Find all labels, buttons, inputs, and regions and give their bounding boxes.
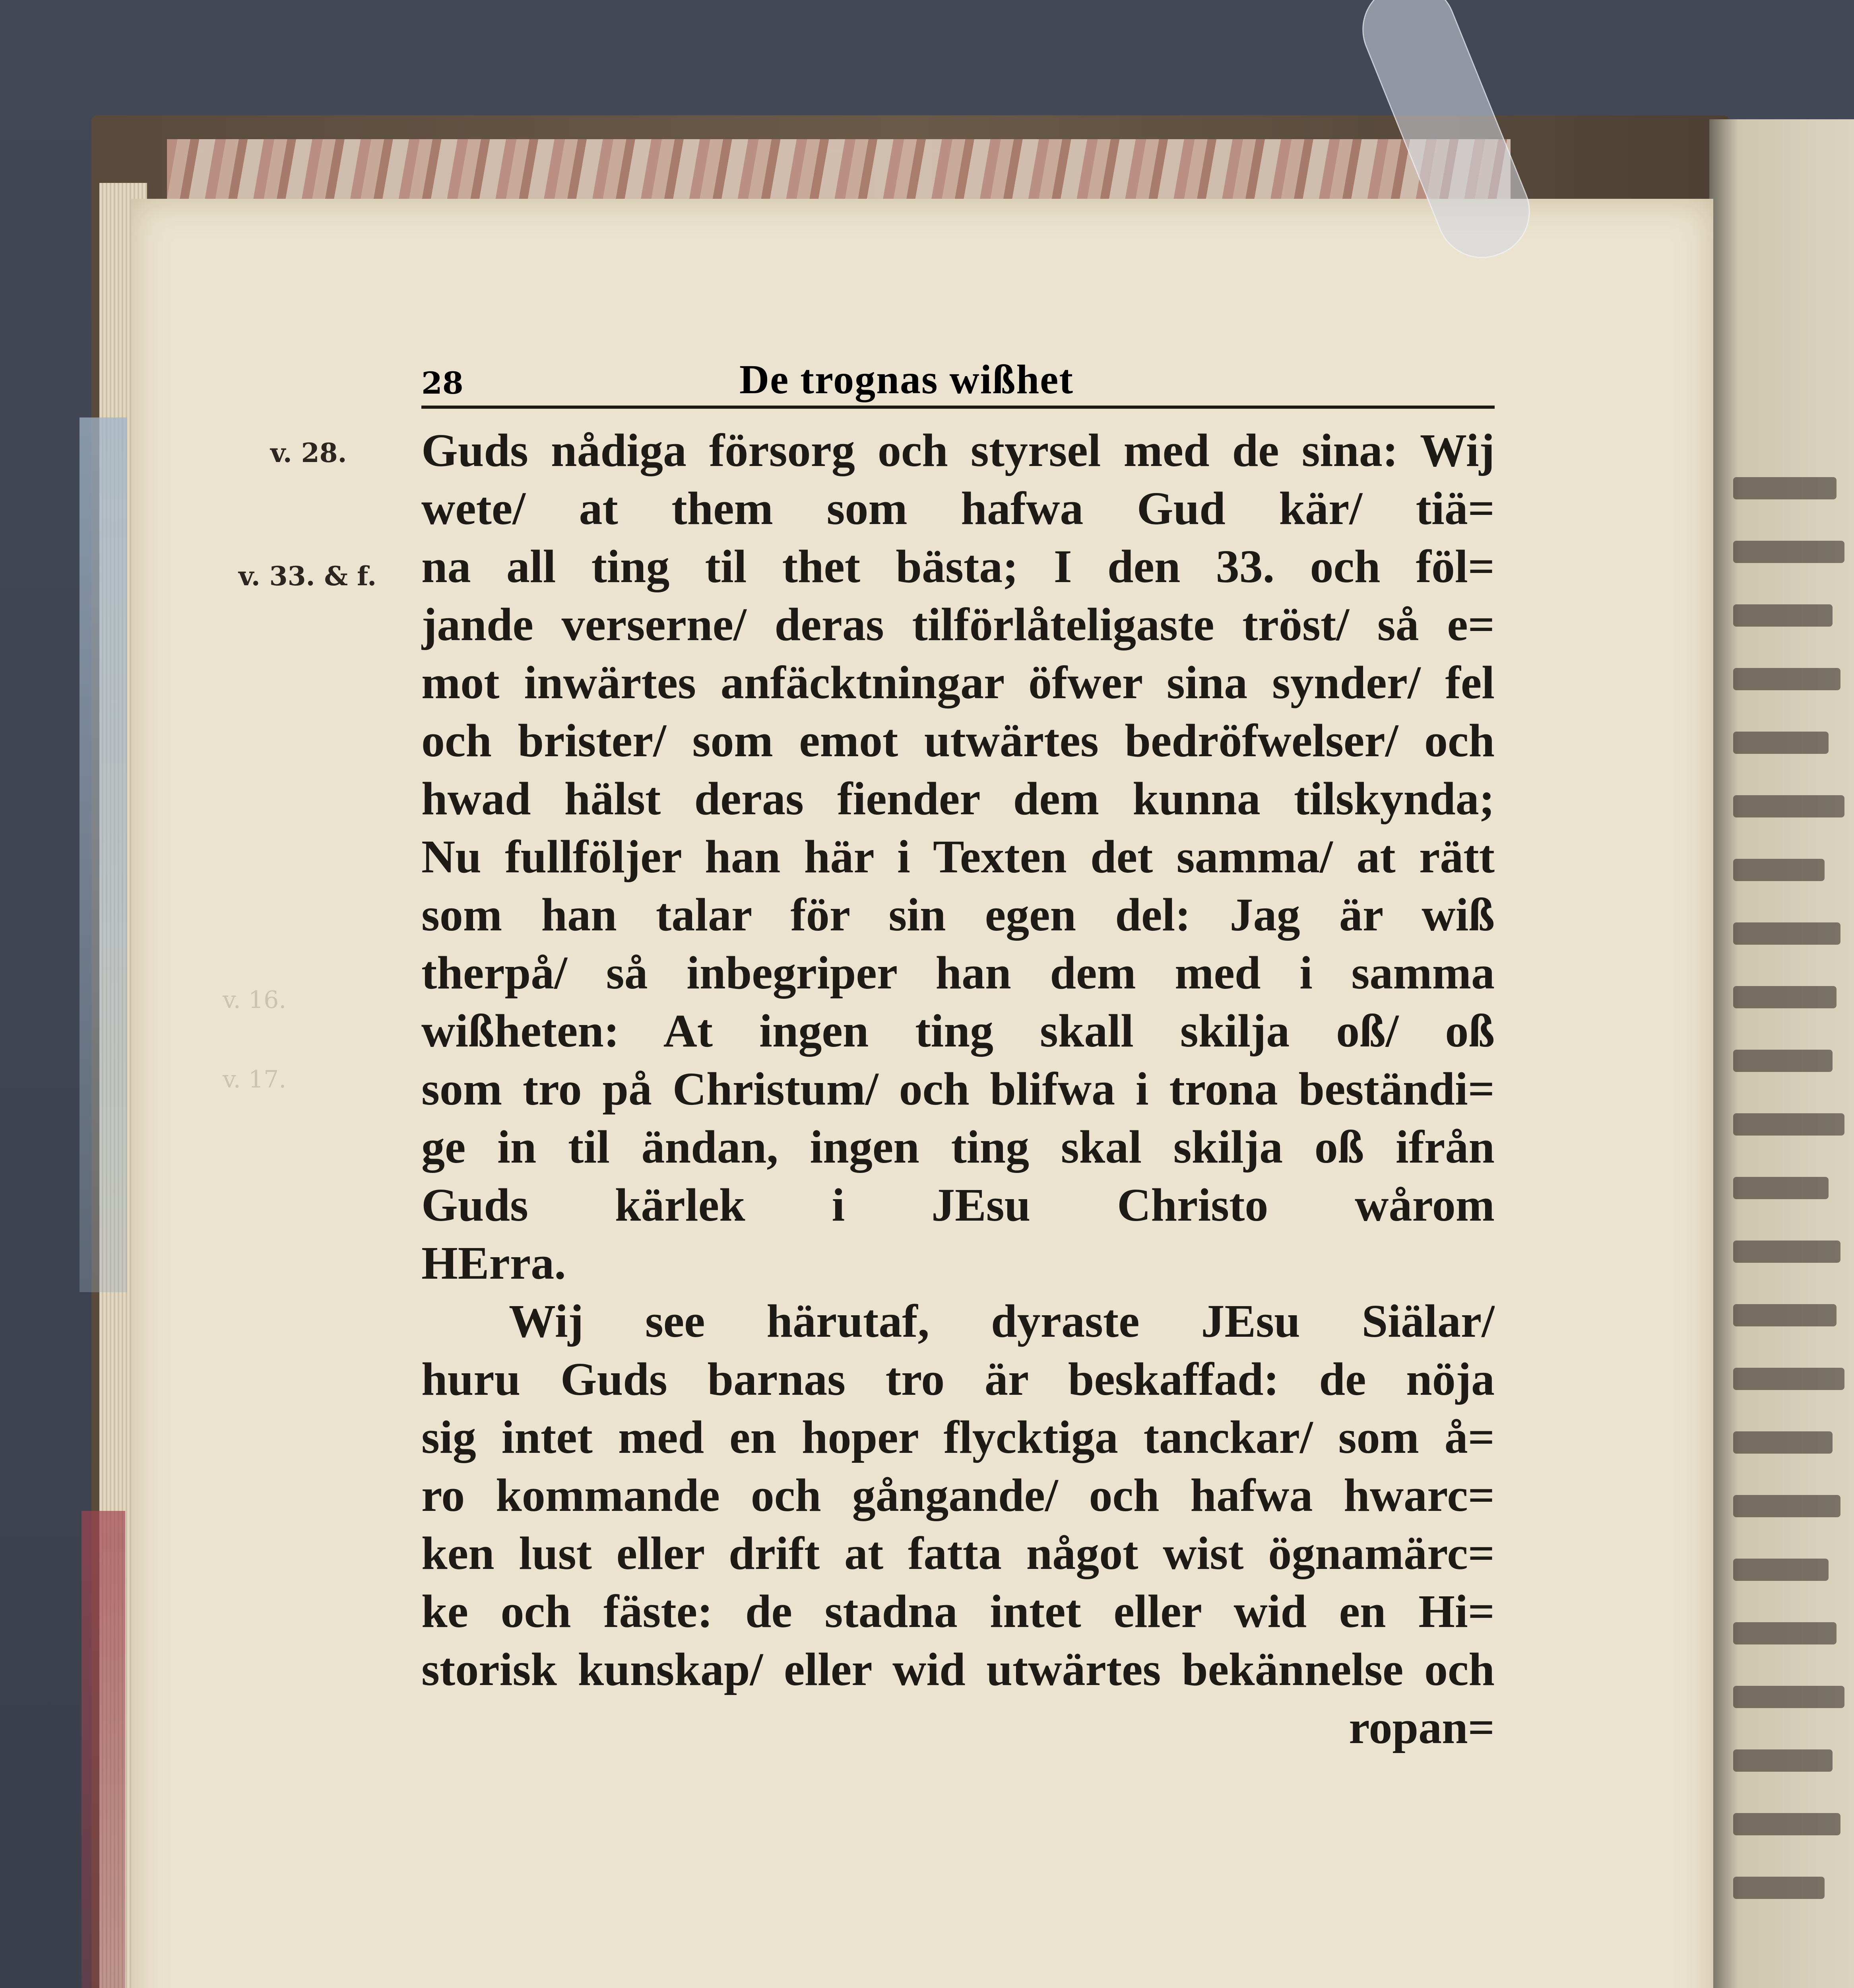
text-line: na all ting til thet bästa; I den 33. och föl= (421, 540, 1495, 592)
text-line: Wij see härutaf, dyraste JEsu Siälar/ (509, 1295, 1495, 1347)
text-line: jande verserne/ deras tilförlåteligaste tröst/ så e= (421, 598, 1495, 650)
text-line: Nu fullföljer han här i Texten det samma/ at rätt (421, 831, 1495, 883)
text-line: som tro på Christum/ och blifwa i trona beständi= (421, 1063, 1495, 1115)
text-line: Guds kärlek i JEsu Christo wårom (421, 1179, 1495, 1231)
text-line: och brister/ som emot utwärtes bedröfwelser/ och (421, 714, 1495, 767)
facing-page (1709, 119, 1854, 1988)
text-line: wete/ at them som hafwa Gud kär/ tiä= (421, 482, 1495, 534)
text-line: therpå/ så inbegriper han dem med i samma (421, 947, 1495, 999)
text-line: sig intet med en hoper flycktiga tanckar/ som å= (421, 1411, 1495, 1463)
text-line: hwad hälst deras fiender dem kunna tilskynda; (421, 773, 1495, 825)
marbled-endpaper (167, 139, 1511, 203)
running-head: De trognas wißhet (739, 357, 1074, 402)
page-number: 28 (421, 365, 464, 401)
text-line: ge in til ändan, ingen ting skal skilja oß ifrån (421, 1121, 1495, 1173)
margin-note-verse-28: v. 28. (270, 437, 347, 468)
text-line: storisk kunskap/ eller wid utwärtes bekännelse och (421, 1643, 1495, 1695)
text-line: HErra. (421, 1237, 566, 1289)
body-text (421, 421, 1495, 1757)
bleed-through: v. 16. (223, 986, 287, 1014)
catchword: ropan= (1349, 1701, 1495, 1753)
text-line: som han talar för sin egen del: Jag är wiß (421, 889, 1495, 941)
bleed-through: v. 17. (223, 1066, 287, 1093)
text-line: ken lust eller drift at fatta något wist ögnamärc= (421, 1527, 1495, 1579)
text-line: huru Guds barnas tro är beskaffad: de nöja (421, 1353, 1495, 1405)
edge-stain-blue (80, 417, 127, 1292)
page-header (421, 350, 1495, 409)
text-line: wißheten: At ingen ting skall skilja oß/ oß (421, 1005, 1495, 1057)
edge-stain-red (81, 1511, 125, 1988)
text-line: ro kommande och gångande/ och hafwa hwarc= (421, 1469, 1495, 1521)
text-line: mot inwärtes anfäcktningar öfwer sina synder/ fel (421, 656, 1495, 709)
margin-note-verse-33: v. 33. & f. (239, 561, 377, 592)
text-line: Guds nådiga försorg och styrsel med de sina: Wij (421, 424, 1495, 476)
text-line: ke och fäste: de stadna intet eller wid en Hi= (421, 1585, 1495, 1637)
